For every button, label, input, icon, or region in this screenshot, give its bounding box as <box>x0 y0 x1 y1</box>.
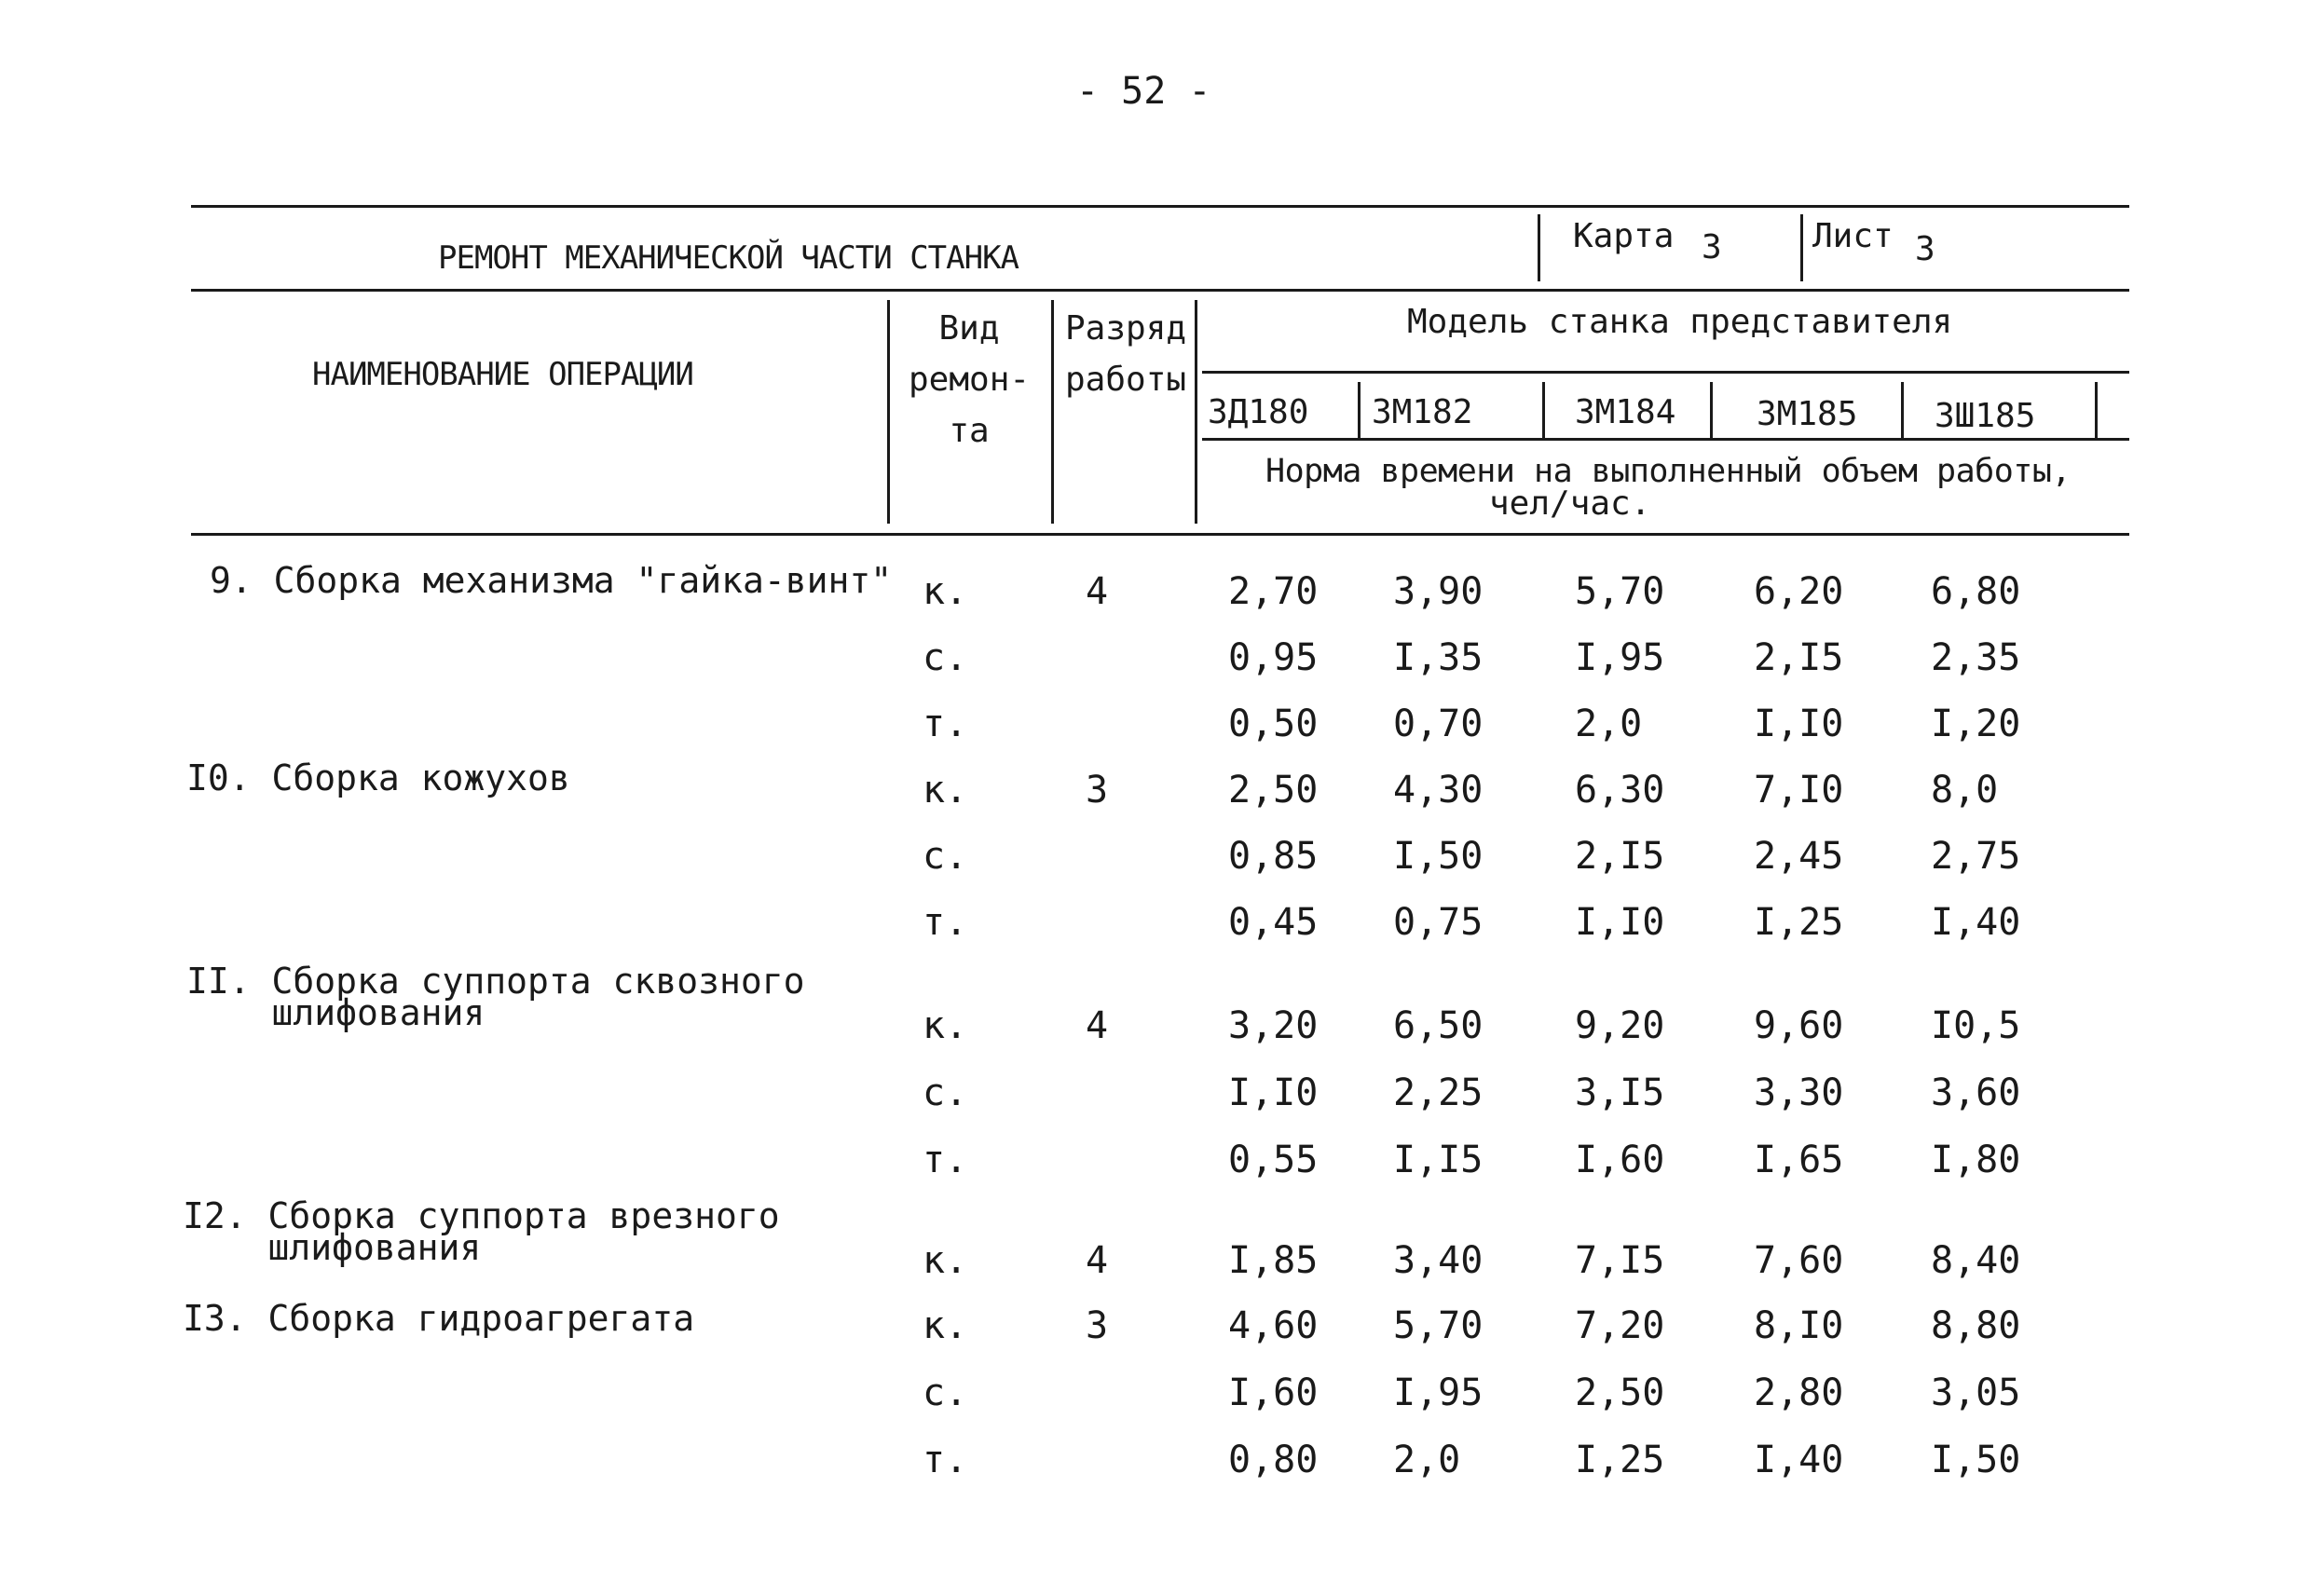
rule-top <box>191 205 2129 208</box>
sheet-value: 3 <box>1915 230 1935 268</box>
norm-value-cell: 5,70 <box>1393 1304 1484 1347</box>
norm-value-cell: 0,95 <box>1228 636 1319 679</box>
norm-value-cell: 7,I0 <box>1754 769 1844 812</box>
repair-type-cell: к. <box>923 769 968 812</box>
rule-model-group <box>1202 371 2129 374</box>
norm-value-cell: 8,40 <box>1931 1239 2021 1282</box>
norm-value-cell: 4,60 <box>1228 1304 1319 1347</box>
norm-value-cell: 0,55 <box>1228 1139 1319 1181</box>
norm-value-cell: 3,60 <box>1931 1071 2021 1114</box>
norm-value-cell: I,35 <box>1393 636 1484 679</box>
repair-type-cell: с. <box>923 835 968 878</box>
norm-value-cell: 3,20 <box>1228 1004 1319 1047</box>
norm-value-cell: 8,80 <box>1931 1304 2021 1347</box>
operation-column-header: НАИМЕНОВАНИЕ ОПЕРАЦИИ <box>312 356 693 393</box>
norm-value-cell: 6,20 <box>1754 570 1844 613</box>
norm-value-cell: 2,0 <box>1393 1439 1461 1481</box>
norm-value-cell: I,85 <box>1228 1239 1319 1282</box>
repair-type-cell: т. <box>923 901 968 944</box>
sheet-label: Лист <box>1812 217 1894 255</box>
repair-type-cell: к. <box>923 570 968 613</box>
norm-value-cell: 9,60 <box>1754 1004 1844 1047</box>
norm-value-cell: I,65 <box>1754 1139 1844 1181</box>
norm-value-cell: 9,20 <box>1575 1004 1665 1047</box>
norm-value-cell: 3,05 <box>1931 1371 2021 1414</box>
model-header: 3Д180 <box>1208 393 1309 431</box>
norm-value-cell: I,95 <box>1393 1371 1484 1414</box>
model-header: 3Ш185 <box>1935 397 2036 435</box>
norm-value-cell: 3,I5 <box>1575 1071 1665 1114</box>
norm-value-cell: 4,30 <box>1393 769 1484 812</box>
rule-title-bottom <box>191 289 2129 292</box>
divider-repair-type <box>887 300 890 524</box>
model-header: 3М185 <box>1757 395 1858 433</box>
norm-value-cell: 3,40 <box>1393 1239 1484 1282</box>
divider-card <box>1538 214 1540 281</box>
norm-value-cell: I,I0 <box>1754 703 1844 745</box>
repair-type-cell: с. <box>923 636 968 679</box>
model-header: 3М182 <box>1372 393 1473 431</box>
work-grade-cell: 4 <box>1086 1239 1109 1282</box>
repair-type-cell: с. <box>923 1371 968 1414</box>
norm-value-cell: 8,I0 <box>1754 1304 1844 1347</box>
divider-model-4 <box>1901 382 1904 438</box>
operation-name: II. Сборка суппорта сквозного шлифования <box>186 961 805 1033</box>
model-group-header: Модель станка представителя <box>1407 303 1953 341</box>
norm-value-cell: 2,I5 <box>1575 835 1665 878</box>
norm-value-cell: 8,0 <box>1931 769 1999 812</box>
model-header: 3М184 <box>1575 393 1676 431</box>
norm-value-cell: I,80 <box>1931 1139 2021 1181</box>
work-grade-cell: 3 <box>1086 769 1109 812</box>
norm-value-cell: 3,30 <box>1754 1071 1844 1114</box>
norm-value-cell: I,20 <box>1931 703 2021 745</box>
norm-value-cell: I,I0 <box>1228 1071 1319 1114</box>
norm-value-cell: 2,45 <box>1754 835 1844 878</box>
norm-value-cell: I0,5 <box>1931 1004 2021 1047</box>
norm-value-cell: I,95 <box>1575 636 1665 679</box>
norm-value-cell: 2,0 <box>1575 703 1643 745</box>
norm-value-cell: 0,85 <box>1228 835 1319 878</box>
repair-type-cell: т. <box>923 1139 968 1181</box>
norm-header-line2: чел/час. <box>1489 484 1651 523</box>
norm-value-cell: I,25 <box>1754 901 1844 944</box>
repair-type-cell: к. <box>923 1004 968 1047</box>
norm-value-cell: I,I5 <box>1393 1139 1484 1181</box>
norm-value-cell: 0,70 <box>1393 703 1484 745</box>
norm-value-cell: 6,50 <box>1393 1004 1484 1047</box>
norm-value-cell: 0,45 <box>1228 901 1319 944</box>
divider-model-2 <box>1542 382 1545 438</box>
work-grade-cell: 4 <box>1086 570 1109 613</box>
divider-model-1 <box>1358 382 1361 438</box>
norm-header-line1: Норма времени на выполненный объем работы, <box>1265 453 2072 490</box>
repair-type-cell: с. <box>923 1071 968 1114</box>
operation-name: 9. Сборка механизма "гайка-винт" <box>210 560 893 601</box>
norm-value-cell: 2,80 <box>1754 1371 1844 1414</box>
norm-value-cell: I,50 <box>1393 835 1484 878</box>
norm-value-cell: 5,70 <box>1575 570 1665 613</box>
norm-value-cell: I,40 <box>1931 901 2021 944</box>
norm-value-cell: 2,I5 <box>1754 636 1844 679</box>
card-label: Карта <box>1573 217 1675 255</box>
document-title: РЕМОНТ МЕХАНИЧЕСКОЙ ЧАСТИ СТАНКА <box>438 239 1019 277</box>
norm-value-cell: 6,80 <box>1931 570 2021 613</box>
norm-value-cell: 0,75 <box>1393 901 1484 944</box>
divider-models <box>1195 300 1197 524</box>
norm-value-cell: 2,50 <box>1575 1371 1665 1414</box>
work-grade-cell: 3 <box>1086 1304 1109 1347</box>
repair-type-column-header: Вид ремон- та <box>909 309 1031 450</box>
norm-value-cell: 2,25 <box>1393 1071 1484 1114</box>
work-grade-column-header: Разряд работы <box>1065 309 1187 399</box>
norm-value-cell: 7,I5 <box>1575 1239 1665 1282</box>
norm-value-cell: 0,50 <box>1228 703 1319 745</box>
norm-value-cell: 7,60 <box>1754 1239 1844 1282</box>
norm-value-cell: I,25 <box>1575 1439 1665 1481</box>
norm-value-cell: I,60 <box>1575 1139 1665 1181</box>
operation-name: I0. Сборка кожухов <box>186 757 570 798</box>
norm-value-cell: 2,75 <box>1931 835 2021 878</box>
norm-value-cell: 2,50 <box>1228 769 1319 812</box>
operation-name: I3. Сборка гидроагрегата <box>183 1298 695 1339</box>
divider-model-3 <box>1710 382 1713 438</box>
norm-value-cell: I,50 <box>1931 1439 2021 1481</box>
repair-type-cell: к. <box>923 1304 968 1347</box>
divider-sheet <box>1800 214 1803 281</box>
norm-value-cell: 2,35 <box>1931 636 2021 679</box>
norm-value-cell: I,60 <box>1228 1371 1319 1414</box>
repair-type-cell: т. <box>923 1439 968 1481</box>
norm-value-cell: 2,70 <box>1228 570 1319 613</box>
divider-grade <box>1051 300 1054 524</box>
repair-type-cell: к. <box>923 1239 968 1282</box>
norm-value-cell: I,40 <box>1754 1439 1844 1481</box>
divider-model-5 <box>2095 382 2098 438</box>
operation-name: I2. Сборка суппорта врезного шлифования <box>183 1195 780 1268</box>
norm-value-cell: 7,20 <box>1575 1304 1665 1347</box>
page-number: - 52 - <box>1076 70 1211 113</box>
norm-value-cell: 0,80 <box>1228 1439 1319 1481</box>
repair-type-cell: т. <box>923 703 968 745</box>
norm-value-cell: I,I0 <box>1575 901 1665 944</box>
work-grade-cell: 4 <box>1086 1004 1109 1047</box>
norm-value-cell: 6,30 <box>1575 769 1665 812</box>
card-value: 3 <box>1702 228 1722 266</box>
norm-value-cell: 3,90 <box>1393 570 1484 613</box>
rule-header-bottom <box>191 533 2129 536</box>
rule-models-bottom <box>1202 438 2129 441</box>
